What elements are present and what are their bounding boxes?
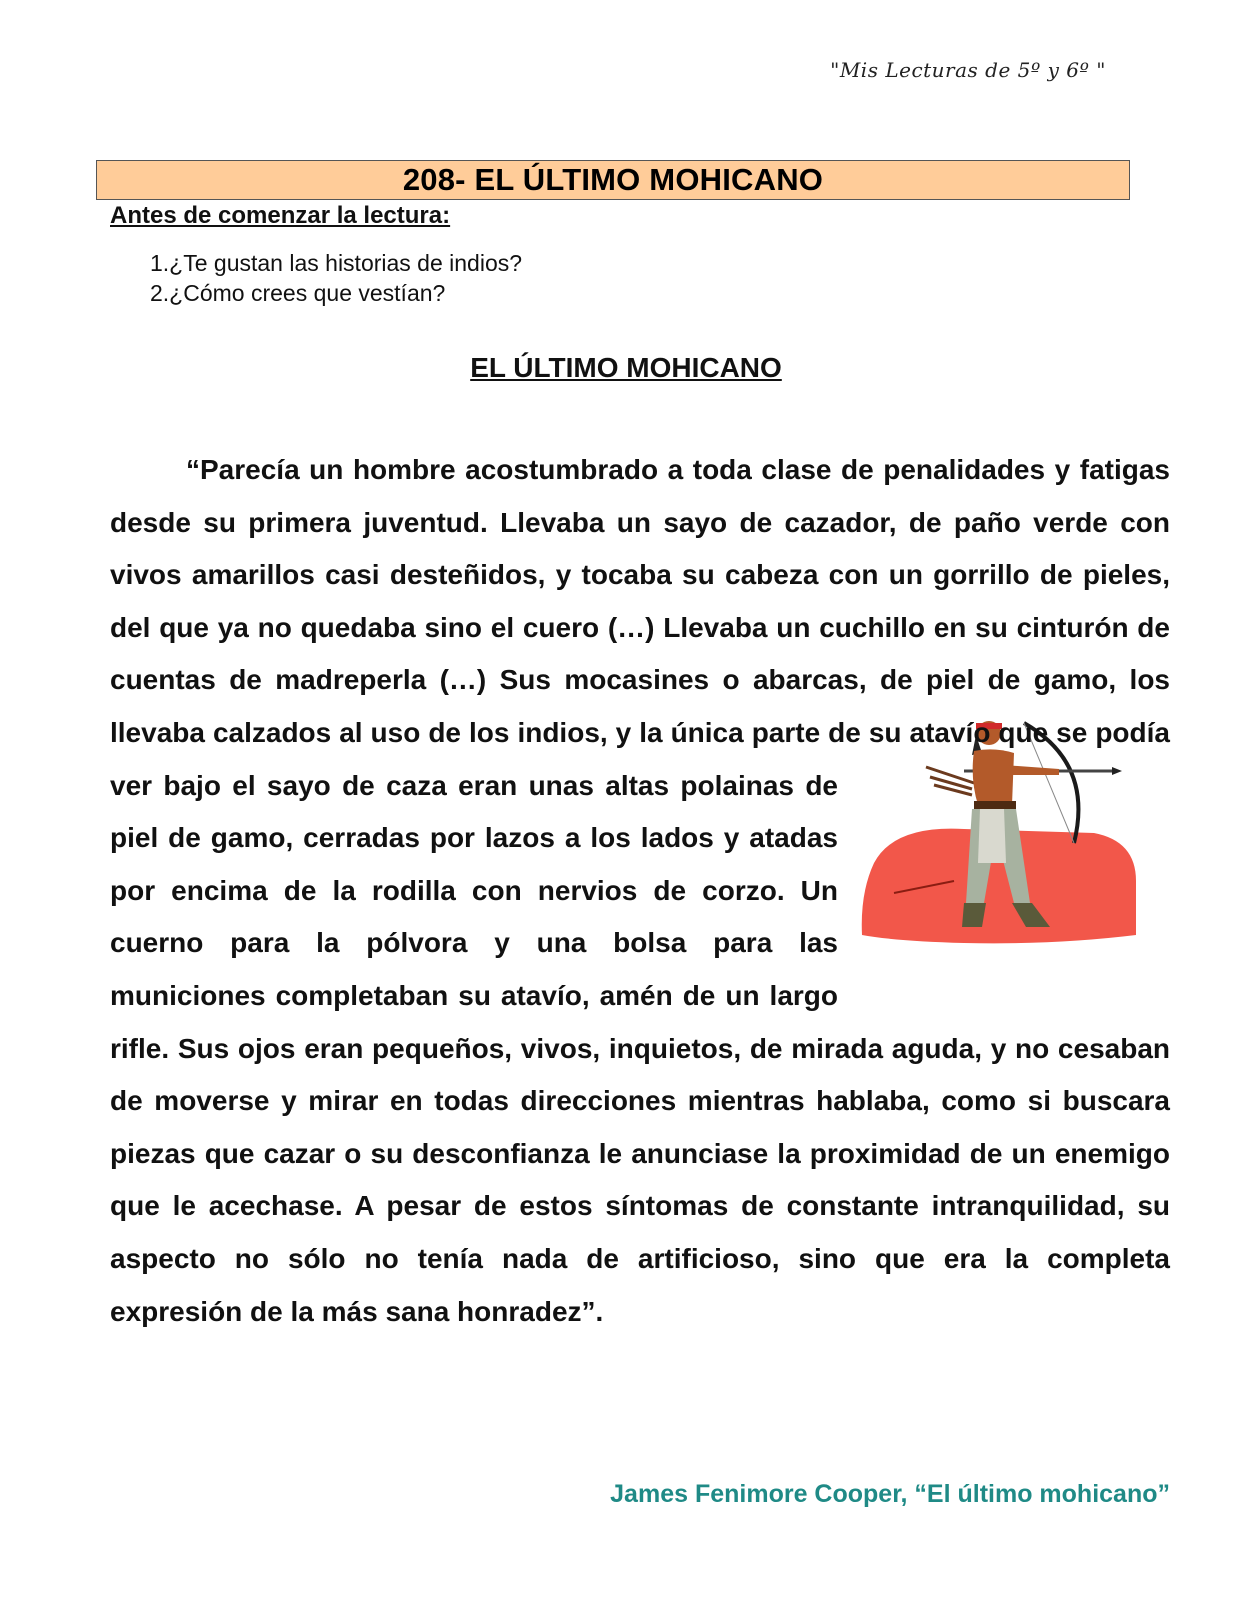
question-item: 1.¿Te gustan las historias de indios?	[150, 250, 523, 276]
question-item: 2.¿Cómo crees que vestían?	[150, 280, 446, 306]
attribution: James Fenimore Cooper, “El último mohicano”	[610, 1480, 1170, 1508]
archer-illustration	[854, 713, 1170, 983]
story-passage	[110, 444, 1170, 1338]
document-title: 208- EL ÚLTIMO MOHICANO	[402, 162, 824, 197]
running-header: "Mis Lecturas de 5º y 6º "	[830, 58, 1106, 82]
story-title-text: EL ÚLTIMO MOHICANO	[470, 352, 782, 383]
passage-paragraph	[110, 444, 1170, 1338]
pre-reading-heading: Antes de comenzar la lectura:	[110, 202, 451, 229]
story-title	[0, 352, 1252, 384]
passage-text-before-image: “Parecía un hombre acostumbrado a toda clase de penalidades y fatigas desde su primera juventud. Llevaba un sayo de cazador, de paño verde con vivos amarillos casi desteñidos, y tocaba su cabeza con un gorrillo de pieles, del que ya no quedaba sino el cuero (…) Llevaba un cuchillo en su cinturón de cuentas de madreperla (…) Sus mocasines o abarcas, de piel de gamo, los llevaba calzados al uso de	[110, 454, 1170, 748]
title-banner	[96, 160, 1130, 200]
pre-reading-questions	[150, 248, 522, 308]
passage-text-after-image: los indios, y la única parte de su atavío que se podía ver bajo el sayo de caza eran unas altas polainas de piel de gamo, cerradas por lazos a los lados y atadas por encima de la rodilla con nervios de corzo. Un cuerno para la pólvora y una bolsa para las municiones completaban su atavío, amén de un largo rifle. Sus ojos eran pequeños, vivos, inquietos, de mirada aguda, y no cesaban de moverse y mirar en todas direcciones mientras hablaba, como si buscara piezas que cazar o su desconfianza le anunciase la proximidad de un enemigo que le acechase. A pesar de estos síntomas de constante intranquilidad, su aspecto no sólo no tenía nada de artificioso, sino que era la completa expresión de la más sana honradez”.	[110, 716, 1170, 1327]
archer-icon	[854, 713, 1154, 983]
